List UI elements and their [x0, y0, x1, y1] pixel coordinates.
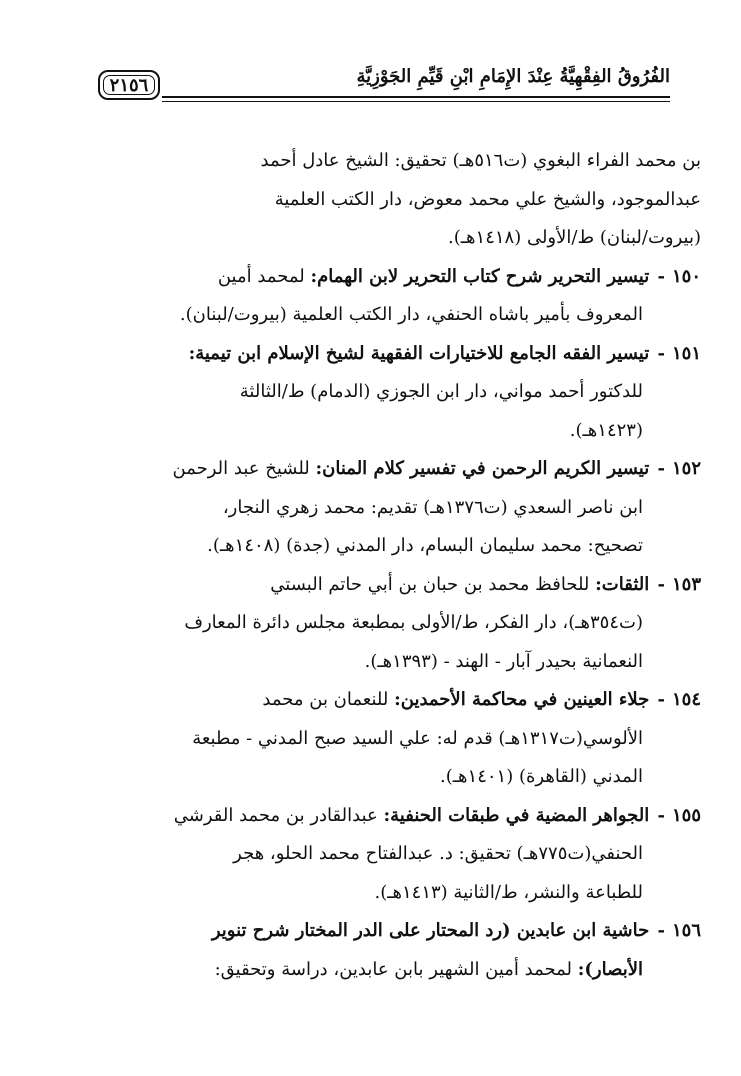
- entry-first-line: ١٥٤- جلاء العينين في محاكمة الأحمدين: للنعمان بن محمد: [39, 681, 701, 720]
- entry-author: لمحمد أمين الشهير بابن عابدين، دراسة وتحقيق:: [214, 958, 573, 980]
- bibliography-list: [39, 142, 701, 989]
- continuation-entry: [39, 142, 701, 258]
- entry-title: جلاء العينين في محاكمة الأحمدين:: [394, 689, 650, 710]
- entry-number: ١٥٤: [671, 689, 701, 710]
- text-line: ابن ناصر السعدي (ت١٣٧٦هـ) تقديم: محمد زهري النجار،: [222, 496, 643, 518]
- entry-author: لمحمد أمين: [217, 265, 305, 287]
- text-line: النعمانية بحيدر آبار - الهند - (١٣٩٣هـ).: [364, 650, 643, 672]
- entry-number: ١٥٠: [671, 265, 701, 287]
- entry-title: حاشية ابن عابدين (رد المحتار على الدر المختار شرح تنوير: [211, 920, 650, 941]
- text-line: (ت٣٥٤هـ)، دار الفكر، ط/الأولى بمطبعة مجلس دائرة المعارف: [184, 612, 643, 633]
- bibliography-entry: [39, 681, 701, 797]
- running-title: الفُرُوقُ الفِقْهِيَّةُ عِنْدَ الإِمَامِ ابْنِ قَيِّمِ الجَوْزِيَّةِ: [356, 66, 670, 87]
- entry-number: ١٥٢: [671, 458, 701, 479]
- text-line: بن محمد الفراء البغوي (ت٥١٦هـ) تحقيق: الشيخ عادل أحمد: [260, 150, 701, 171]
- bibliography-entry: [39, 912, 701, 989]
- entry-author: عبدالقادر بن محمد القرشي: [173, 804, 378, 826]
- entry-title: تيسير الفقه الجامع للاختيارات الفقهية لشيخ الإسلام ابن تيمية:: [188, 342, 650, 364]
- entry-number: ١٥٥: [671, 804, 701, 826]
- text-line: الألوسي(ت١٣١٧هـ) قدم له: علي السيد صبح المدني - مطبعة: [192, 727, 643, 749]
- text-line: المدني (القاهرة) (١٤٠١هـ).: [440, 766, 643, 787]
- entry-title: تيسير الكريم الرحمن في تفسير كلام المنان:: [315, 458, 650, 479]
- bibliography-entry: [39, 335, 701, 451]
- header-rule: [162, 96, 670, 98]
- entry-title: الجواهر المضية في طبقات الحنفية:: [383, 804, 650, 826]
- header-rule-thin: [162, 101, 670, 102]
- entry-number: ١٥١: [671, 342, 701, 364]
- entry-number: ١٥٦: [671, 920, 701, 941]
- entry-number: ١٥٣: [671, 573, 701, 595]
- text-line: المعروف بأمير باشاه الحنفي، دار الكتب العلمية (بيروت/لبنان).: [179, 304, 643, 325]
- entry-title-cont: الأبصار):: [577, 958, 643, 980]
- text-line: للدكتور أحمد مواني، دار ابن الجوزي (الدمام) ط/الثالثة: [239, 381, 643, 402]
- page-number: ٢١٥٦: [109, 74, 149, 96]
- text-line: [39, 951, 701, 990]
- bibliography-entry: [39, 450, 701, 566]
- entry-title: تيسير التحرير شرح كتاب التحرير لابن الهمام:: [310, 265, 650, 287]
- text-line: (١٤٢٣هـ).: [569, 419, 643, 441]
- entry-first-line: ١٥١- تيسير الفقه الجامع للاختيارات الفقهية لشيخ الإسلام ابن تيمية:: [39, 335, 701, 374]
- entry-author: للنعمان بن محمد: [262, 689, 389, 710]
- text-line: عبدالموجود، والشيخ علي محمد معوض، دار الكتب العلمية: [274, 188, 701, 210]
- text-line: للطباعة والنشر، ط/الثانية (١٤١٣هـ).: [374, 881, 643, 903]
- entry-first-line: ١٥٠- تيسير التحرير شرح كتاب التحرير لابن الهمام: لمحمد أمين: [39, 258, 701, 297]
- bibliography-entry: [39, 797, 701, 913]
- bibliography-entry: [39, 566, 701, 682]
- text-line: الحنفي(ت٧٧٥هـ) تحقيق: د. عبدالفتاح محمد الحلو، هجر: [233, 843, 643, 864]
- entry-author: للشيخ عبد الرحمن: [172, 458, 310, 479]
- text-line: تصحيح: محمد سليمان البسام، دار المدني (جدة) (١٤٠٨هـ).: [207, 535, 643, 556]
- text-line: (بيروت/لبنان) ط/الأولى (١٤١٨هـ).: [448, 227, 701, 248]
- entry-first-line: ١٥٣- الثقات: للحافظ محمد بن حبان بن أبي حاتم البستي: [39, 566, 701, 605]
- entry-first-line: ١٥٦- حاشية ابن عابدين (رد المحتار على الدر المختار شرح تنوير: [39, 912, 701, 951]
- page-number-box: [98, 70, 160, 100]
- page-header: [98, 62, 670, 106]
- entry-title: الثقات:: [595, 573, 650, 595]
- entry-first-line: ١٥٢- تيسير الكريم الرحمن في تفسير كلام المنان: للشيخ عبد الرحمن: [39, 450, 701, 489]
- entry-author: للحافظ محمد بن حبان بن أبي حاتم البستي: [270, 573, 590, 595]
- bibliography-entry: [39, 258, 701, 335]
- entry-first-line: ١٥٥- الجواهر المضية في طبقات الحنفية: عبدالقادر بن محمد القرشي: [39, 797, 701, 836]
